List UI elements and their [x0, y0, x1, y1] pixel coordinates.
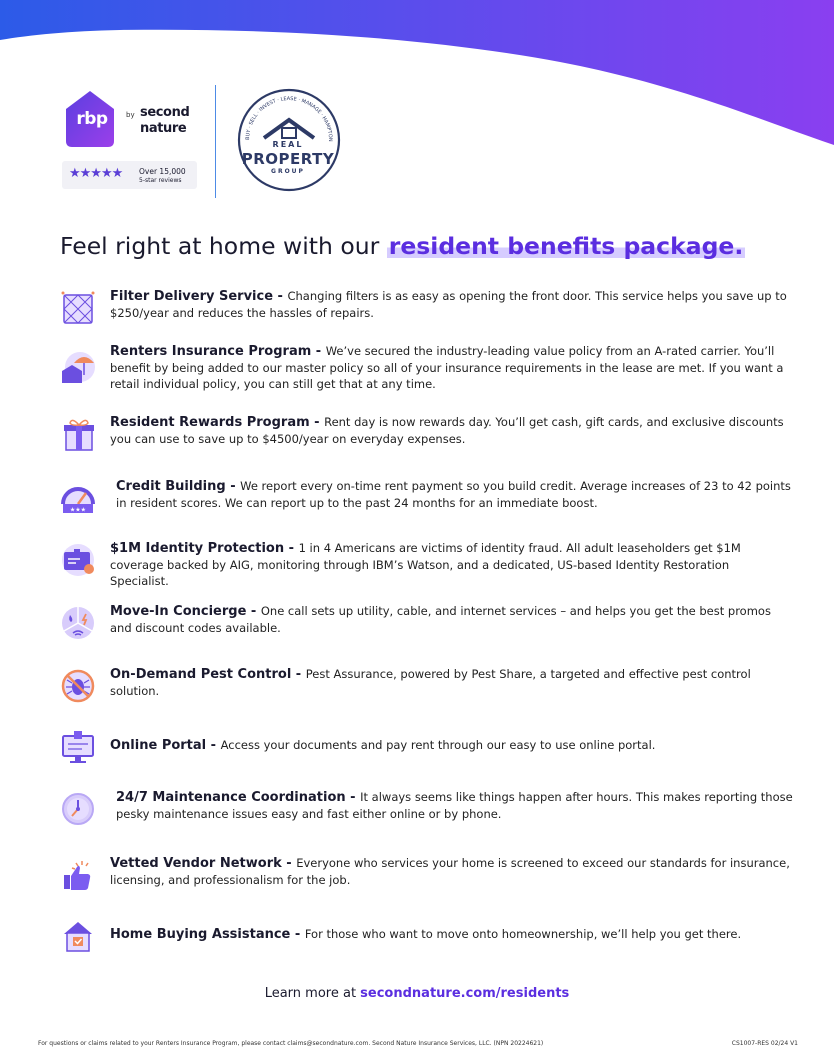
benefit-title: Resident Rewards Program - [110, 415, 325, 430]
benefit-title: Credit Building - [116, 479, 241, 494]
utilities-icon [60, 605, 96, 641]
benefit-title: 24/7 Maintenance Coordination - [116, 790, 361, 805]
benefit-title: On-Demand Pest Control - [110, 667, 306, 682]
learn-more [0, 986, 834, 1001]
partner-real: REAL [272, 140, 304, 149]
real-property-group-logo [230, 88, 348, 198]
benefit-description: Everyone who services your home is screened to exceed our standards for insurance, licensing, and professionalism for the job. [110, 856, 790, 887]
rbp-logo-text: rbp [76, 109, 108, 129]
svg-text:★★★: ★★★ [69, 506, 87, 514]
no-pest-icon [60, 668, 96, 704]
benefit-title: $1M Identity Protection - [110, 541, 299, 556]
thumbs-up-icon [60, 857, 96, 893]
residents-link[interactable]: secondnature.com/residents [360, 986, 570, 1001]
benefit-text [110, 666, 790, 699]
benefit-description: We’ve secured the industry-leading value policy from an A-rated carrier. You’ll benefit by being added to our master policy so all of your insurance requirements in the lease are met. If you want a retail individual policy, you can still get that at any time. [110, 344, 784, 391]
title-lead: Feel right at home with our [60, 232, 387, 260]
house-check-icon [60, 918, 96, 954]
credit-gauge-icon [60, 480, 96, 516]
gift-icon [60, 416, 96, 452]
benefit-description: 1 in 4 Americans are victims of identity fraud. All adult leaseholders get $1M coverage backed by AIG, monitoring through IBM’s Watson, and a dedicated, US-based Identity Restoration Specialist. [110, 541, 741, 588]
logo-divider [215, 85, 216, 198]
benefit-title: Renters Insurance Program - [110, 344, 326, 359]
benefit-description: We report every on-time rent payment so you build credit. Average increases of 23 to 42 points in resident scores. We can report up to the past 24 months for an immediate boost. [116, 479, 791, 510]
benefit-text [110, 540, 790, 589]
benefit-text [110, 855, 790, 888]
reviews-badge [62, 161, 197, 189]
benefit-description: Pest Assurance, powered by Pest Share, a targeted and effective pest control solution. [110, 667, 751, 698]
reviews-label: 5-star reviews [139, 177, 182, 184]
benefit-description: Access your documents and pay rent through our easy to use online portal. [220, 738, 656, 752]
reviews-count: Over 15,000 [139, 167, 186, 176]
benefit-text [110, 288, 790, 321]
learn-more-lead: Learn more at [264, 986, 361, 1001]
benefit-description: One call sets up utility, cable, and internet services – and helps you get the best promos and discount codes available. [110, 604, 771, 635]
benefit-text [110, 603, 790, 636]
benefit-description: Rent day is now rewards day. You’ll get cash, gift cards, and exclusive discounts you can use to save up to $4500/year on everyday expenses. [110, 415, 784, 446]
partner-property: PROPERTY [241, 150, 335, 168]
benefit-description: For those who want to move onto homeownership, we’ll help you get there. [304, 927, 742, 941]
umbrella-house-icon [60, 349, 96, 385]
air-filter-icon [60, 290, 96, 326]
partner-group: GROUP [271, 168, 305, 175]
benefit-title: Move-In Concierge - [110, 604, 261, 619]
monitor-icon [60, 729, 96, 765]
by-label: by [126, 111, 135, 119]
benefit-text [110, 926, 790, 943]
benefit-description: It always seems like things happen after hours. This makes reporting those pesky maintenance issues easy and fast either online or by phone. [116, 790, 793, 821]
page-title [60, 232, 790, 260]
benefit-description: Changing filters is as easy as opening the front door. This service helps you save up to $250/year and reduces the hassles of repairs. [110, 289, 787, 320]
second-nature-word-1: second [140, 105, 190, 120]
partner-tagline: BUY · SELL · INVEST · LEASE · MANAGE · HAMPTON [244, 95, 334, 142]
footer-doc-code: CS1007-RES 02/24 V1 [731, 1040, 798, 1047]
benefit-title: Vetted Vendor Network - [110, 856, 297, 871]
benefit-title: Filter Delivery Service - [110, 289, 288, 304]
second-nature-word-2: nature [140, 121, 187, 136]
id-card-icon [60, 542, 96, 578]
benefit-text [116, 478, 796, 511]
five-star-icon: ★★★★★ [69, 166, 123, 181]
benefit-text [110, 414, 790, 447]
benefit-title: Home Buying Assistance - [110, 927, 305, 942]
benefit-text [110, 343, 790, 392]
benefit-title: Online Portal - [110, 738, 221, 753]
footer-disclaimer: For questions or claims related to your Renters Insurance Program, please contact claims@secondnature.com. Second Nature Insurance Services, LLC. (NPN 20224621) [38, 1040, 544, 1047]
benefit-text [116, 789, 796, 822]
title-highlight: resident benefits package. [388, 232, 744, 260]
benefit-text [110, 737, 790, 754]
clock-icon [60, 791, 96, 827]
